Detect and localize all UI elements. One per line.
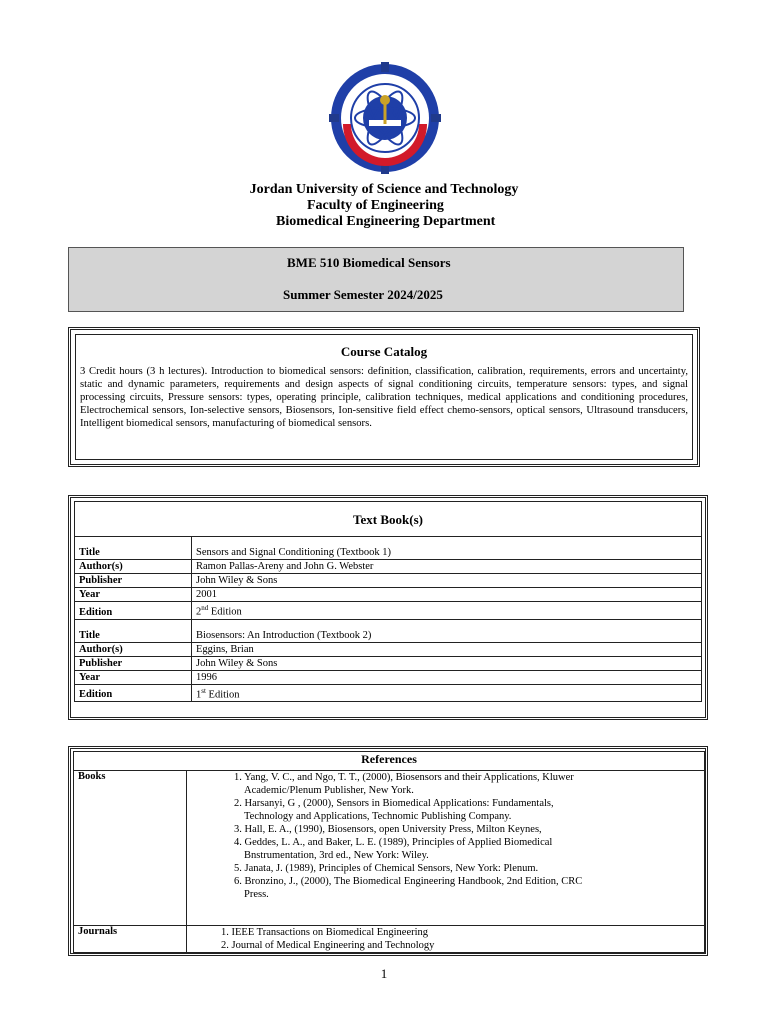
- department-name: Biomedical Engineering Department: [276, 214, 496, 229]
- book2-year: 1996: [192, 670, 702, 684]
- books-list: [187, 771, 705, 926]
- reference-book-line: 4. Geddes, L. A., and Baker, L. E. (1989), Principles of Applied Biomedical: [234, 837, 553, 848]
- course-semester: Summer Semester 2024/2025: [283, 287, 443, 302]
- reference-book-line: 3. Hall, E. A., (1990), Biosensors, open University Press, Milton Keynes,: [234, 824, 542, 835]
- catalog-text: 3 Credit hours (3 h lectures). Introduction to biomedical sensors: definition, classification, calibration, requirements, errors and uncertainty, static and dynamic parameters, requirements and design aspects of signal conditioning circuits, temperature sensors: types, and signal processing circuits, Pressure sensors: types, operating principle, calibration techniques, medical applications and conditioning procedures, Electrochemical sensors, Ion-selective sensors, Biosensors, Ion-sensitive field effect chemo-sensors, optical sensors, Ultrasound transducers, Intelligent biomedical sensors, manufacturing of biomedical sensors.: [80, 366, 688, 429]
- book2-edition: 1st Edition: [192, 684, 702, 702]
- label-year: Year: [75, 670, 192, 684]
- label-edition: Edition: [75, 602, 192, 620]
- book2-title: Biosensors: An Introduction (Textbook 2): [192, 619, 702, 642]
- journals-label: Journals: [74, 926, 187, 953]
- book1-title: Sensors and Signal Conditioning (Textbook 1): [192, 537, 702, 560]
- label-publisher: Publisher: [75, 574, 192, 588]
- book1-publisher: John Wiley & Sons: [192, 574, 702, 588]
- reference-book-item: [191, 797, 700, 823]
- textbooks-box: [68, 495, 708, 720]
- reference-book-line: 1. Yang, V. C., and Ngo, T. T., (2000), Biosensors and their Applications, Kluwer: [234, 772, 574, 783]
- reference-book-line: 6. Bronzino, J., (2000), The Biomedical Engineering Handbook, 2nd Edition, CRC: [234, 876, 583, 887]
- label-title: Title: [75, 619, 192, 642]
- references-box: [68, 746, 708, 956]
- book2-authors: Eggins, Brian: [192, 642, 702, 656]
- course-catalog-box: [68, 327, 700, 467]
- label-edition: Edition: [75, 684, 192, 702]
- course-title-box: [68, 247, 684, 312]
- reference-book-item: [191, 875, 700, 901]
- books-label: Books: [74, 771, 187, 926]
- reference-journal-item: 1. IEEE Transactions on Biomedical Engineering: [221, 927, 429, 938]
- reference-book-continuation: Press.: [244, 889, 269, 900]
- faculty-name: Faculty of Engineering: [307, 198, 444, 213]
- reference-book-continuation: Technology and Applications, Technomic Publishing Company.: [244, 811, 512, 822]
- course-code-title: BME 510 Biomedical Sensors: [287, 255, 451, 270]
- references-table: [73, 751, 705, 953]
- reference-book-item: [191, 823, 700, 836]
- textbooks-table: [74, 501, 702, 702]
- book1-edition: 2nd Edition: [192, 602, 702, 620]
- university-name: Jordan University of Science and Technology: [249, 182, 519, 197]
- reference-book-item: [191, 862, 700, 875]
- book1-year: 2001: [192, 588, 702, 602]
- reference-book-line: 2. Harsanyi, G , (2000), Sensors in Biomedical Applications: Fundamentals,: [234, 798, 554, 809]
- reference-book-continuation: Academic/Plenum Publisher, New York.: [244, 785, 414, 796]
- university-seal-icon: [329, 62, 441, 174]
- book1-authors: Ramon Pallas-Areny and John G. Webster: [192, 560, 702, 574]
- label-authors: Author(s): [75, 642, 192, 656]
- reference-book-continuation: Bnstrumentation, 3rd ed., New York: Wiley.: [244, 850, 429, 861]
- book2-publisher: John Wiley & Sons: [192, 656, 702, 670]
- references-title: References: [74, 752, 705, 771]
- catalog-title: Course Catalog: [340, 344, 428, 359]
- journals-list: [187, 926, 705, 953]
- label-year: Year: [75, 588, 192, 602]
- reference-book-item: [191, 836, 700, 862]
- label-title: Title: [75, 537, 192, 560]
- textbooks-title: Text Book(s): [75, 502, 702, 537]
- label-publisher: Publisher: [75, 656, 192, 670]
- reference-book-item: [191, 771, 700, 797]
- reference-book-line: 5. Janata, J. (1989), Principles of Chemical Sensors, New York: Plenum.: [234, 863, 539, 874]
- reference-journal-item: 2. Journal of Medical Engineering and Technology: [221, 940, 435, 951]
- page-number: 1: [380, 966, 388, 981]
- label-authors: Author(s): [75, 560, 192, 574]
